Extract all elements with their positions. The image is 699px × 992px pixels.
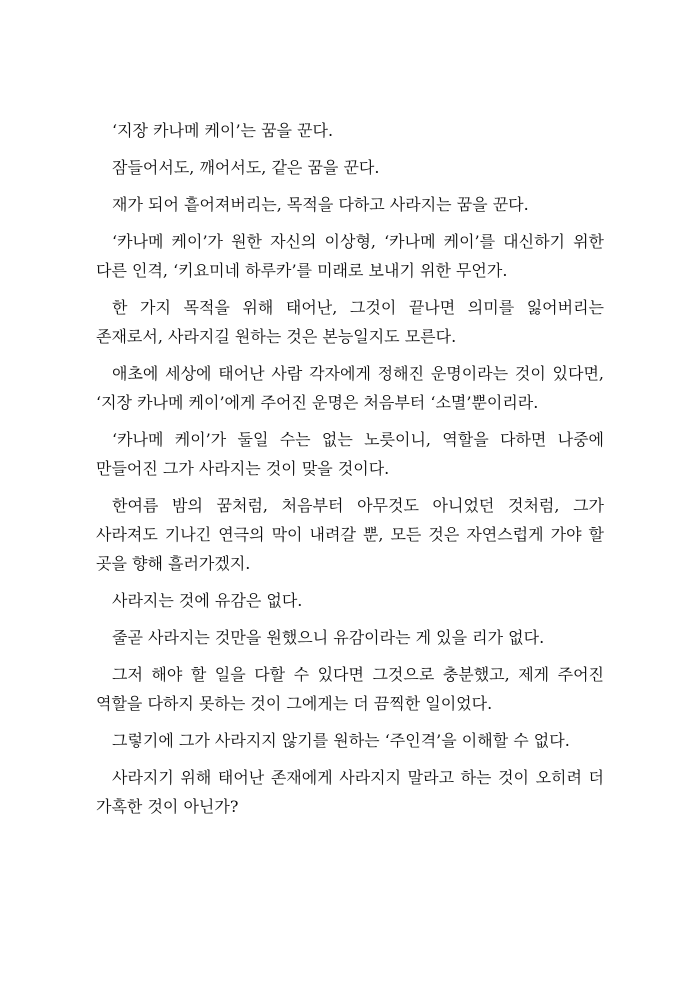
paragraph: 재가 되어 흩어져버리는, 목적을 다하고 사라지는 꿈을 꾼다.: [112, 195, 529, 214]
paragraph: ‘카나메 케이’가 둘일 수는 없는 노릇이니, 역할을 다하면 나중에 만들어진 그가 사라지는 것이 맞을 것이다.: [96, 430, 604, 478]
paragraph: 잠들어서도, 깨어서도, 같은 꿈을 꾼다.: [112, 158, 380, 177]
paragraph: 애초에 세상에 태어난 사람 각자에게 정해진 운명이라는 것이 있다면, ‘지장 카나메 케이’에게 주어진 운명은 처음부터 ‘소멸’뿐이리라.: [96, 364, 604, 412]
paragraph: 한 가지 목적을 위해 태어난, 그것이 끝나면 의미를 잃어버리는 존재로서, 사라지길 원하는 것은 본능일지도 모른다.: [96, 298, 604, 346]
paragraph: 사라지기 위해 태어난 존재에게 사라지지 말라고 하는 것이 오히려 더 가혹한 것이 아닌가?: [96, 768, 604, 816]
paragraph: 한여름 밤의 꿈처럼, 처음부터 아무것도 아니었던 것처럼, 그가 사라져도 기나긴 연극의 막이 내려갈 뿐, 모든 것은 자연스럽게 가야 할 곳을 향해 흘러가겠지.: [96, 496, 604, 573]
body-text: [96, 116, 604, 829]
paragraph: 사라지는 것에 유감은 없다.: [112, 591, 303, 610]
paragraph: 그렇기에 그가 사라지지 않기를 원하는 ‘주인격’을 이해할 수 없다.: [112, 731, 570, 750]
paragraph: ‘카나메 케이’가 원한 자신의 이상형, ‘카나메 케이’를 대신하기 위한 다른 인격, ‘키요미네 하루카’를 미래로 보내기 위한 무언가.: [96, 232, 604, 280]
paragraph: 그저 해야 할 일을 다할 수 있다면 그것으로 충분했고, 제게 주어진 역할을 다하지 못하는 것이 그에게는 더 끔찍한 일이었다.: [96, 665, 604, 713]
paragraph: 줄곧 사라지는 것만을 원했으니 유감이라는 게 있을 리가 없다.: [112, 628, 545, 647]
paragraph: ‘지장 카나메 케이’는 꿈을 꾼다.: [112, 121, 334, 140]
